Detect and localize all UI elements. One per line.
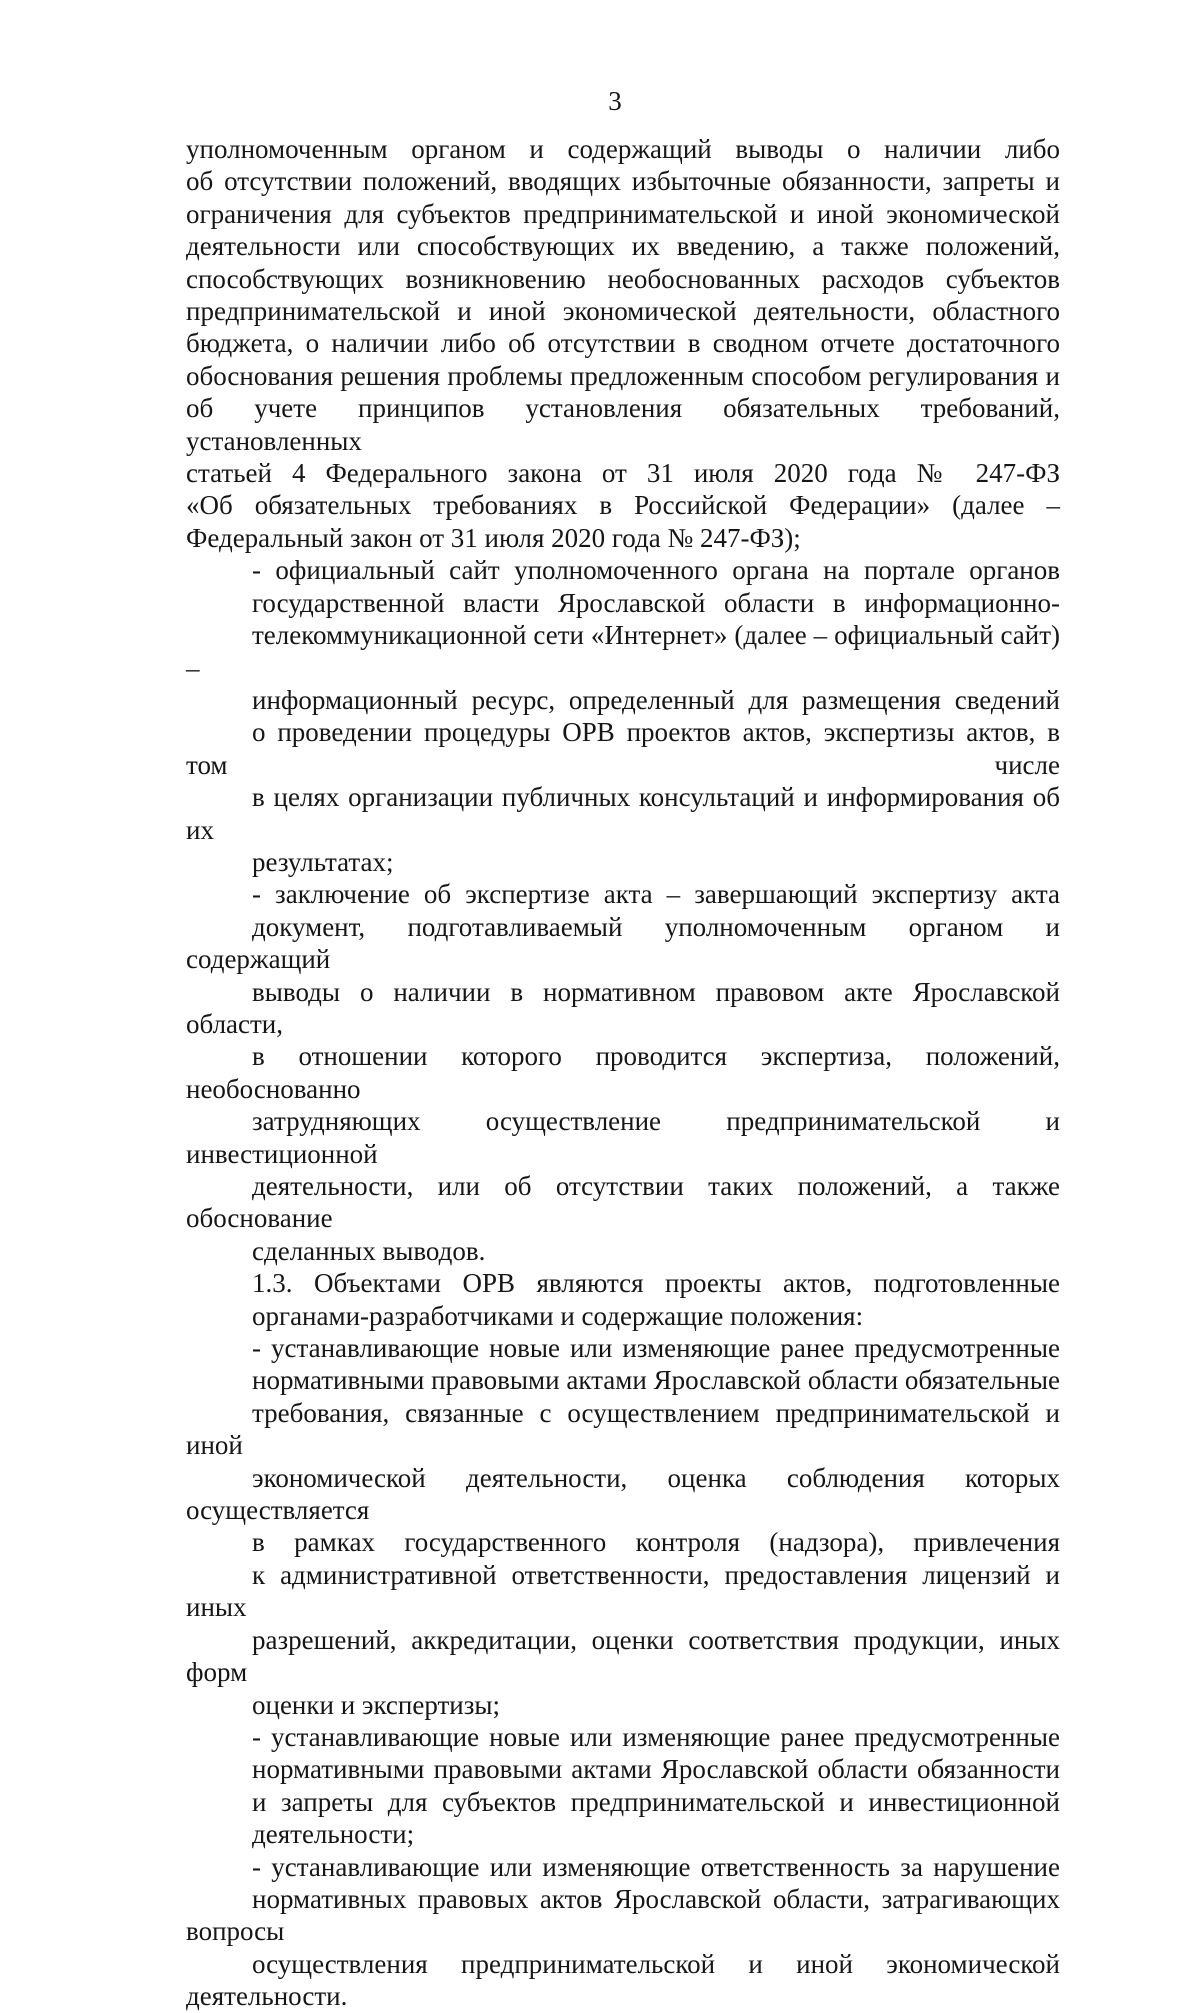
text-line: разрешений, аккредитации, оценки соответствия продукции, иных форм [186,1624,1060,1688]
text-line: деятельности или способствующих их введению, а также положений, [186,231,1060,262]
paragraph [186,1267,1060,1332]
page-number: 3 [608,86,622,116]
text-line: нормативными правовыми актами Ярославской области обязанности [252,1754,1060,1785]
text-line: бюджета, о наличии либо об отсутствии в сводном отчете достаточного [186,328,1060,359]
text-line: выводы о наличии в нормативном правовом акте Ярославской области, [186,976,1060,1039]
text-line: нормативных правовых актов Ярославской области, затрагивающих вопросы [186,1883,1060,1947]
text-line: в отношении которого проводится экспертиза, положений, необоснованно [186,1041,1060,1104]
text-line: - официальный сайт уполномоченного органа на портале органов [252,555,1060,586]
text-line: предпринимательской и иной экономической деятельности, областного [186,296,1060,327]
text-line: нормативными правовыми актами Ярославской области обязательные [252,1365,1060,1396]
text-line: - устанавливающие новые или изменяющие ранее предусмотренные [252,1333,1060,1364]
paragraph [186,878,1060,1267]
text-line: - устанавливающие новые или изменяющие ранее предусмотренные [252,1721,1060,1752]
text-line: экономической деятельности, оценка соблюдения которых осуществляется [186,1462,1060,1526]
text-line: к административной ответственности, предоставления лицензий и иных [186,1559,1060,1623]
text-line: Федеральный закон от 31 июля 2020 года № 247-ФЗ); [186,522,801,553]
text-line: ограничения для субъектов предпринимательской и иной экономической [186,198,1060,229]
paragraph [186,1721,1060,1851]
text-line: затрудняющих осуществление предпринимательской и инвестиционной [186,1106,1060,1169]
text-line: государственной власти Ярославской области в информационно- [252,587,1060,618]
text-line: деятельности, или об отсутствии таких положений, а также обоснование [186,1171,1060,1234]
text-line: способствующих возникновению необоснованных расходов субъектов [186,263,1060,294]
text-line: об отсутствии положений, вводящих избыточные обязанности, запреты и [186,166,1060,197]
text-line: - заключение об экспертизе акта – завершающий экспертизу акта [252,879,1060,910]
text-line: «Об обязательных требованиях в Российской Федерации» (далее – [186,490,1060,521]
document-body [186,133,1060,2013]
text-line: осуществления предпринимательской и иной экономической деятельности. [186,1948,1060,2012]
text-line: результатах; [252,846,394,877]
text-line: и запреты для субъектов предпринимательской и инвестиционной [252,1786,1060,1817]
text-line: органами-разработчиками и содержащие положения: [252,1300,864,1331]
text-line: в целях организации публичных консультаций и информирования об их [186,782,1060,845]
text-line: о проведении процедуры ОРВ проектов актов, экспертизы актов, в том числе [186,717,1060,780]
text-line: сделанных выводов. [252,1235,486,1266]
text-line: телекоммуникационной сети «Интернет» (далее – официальный сайт) – [186,620,1060,683]
text-line: оценки и экспертизы; [252,1689,501,1720]
text-line: уполномоченным органом и содержащий выводы о наличии либо [186,134,1060,164]
paragraph [186,1851,1060,2013]
text-line: требования, связанные с осуществлением предпринимательской и иной [186,1397,1060,1461]
text-line: в рамках государственного контроля (надзора), привлечения [252,1527,1060,1558]
text-line: информационный ресурс, определенный для размещения сведений [252,684,1060,715]
text-line: документ, подготавливаемый уполномоченным органом и содержащий [186,911,1060,975]
paragraph [186,554,1060,878]
text-line: 1.3. Объектами ОРВ являются проекты актов, подготовленные [252,1268,1060,1299]
text-line: деятельности; [252,1819,415,1850]
paragraph [186,133,1060,554]
text-line: - устанавливающие или изменяющие ответственность за нарушение [252,1851,1060,1882]
text-line: обоснования решения проблемы предложенным способом регулирования и [186,360,1060,391]
text-line: об учете принципов установления обязательных требований, установленных [186,393,1060,456]
paragraph [186,1332,1060,1721]
text-line: статьей 4 Федерального закона от 31 июля 2020 года № 247-ФЗ [186,458,1060,489]
